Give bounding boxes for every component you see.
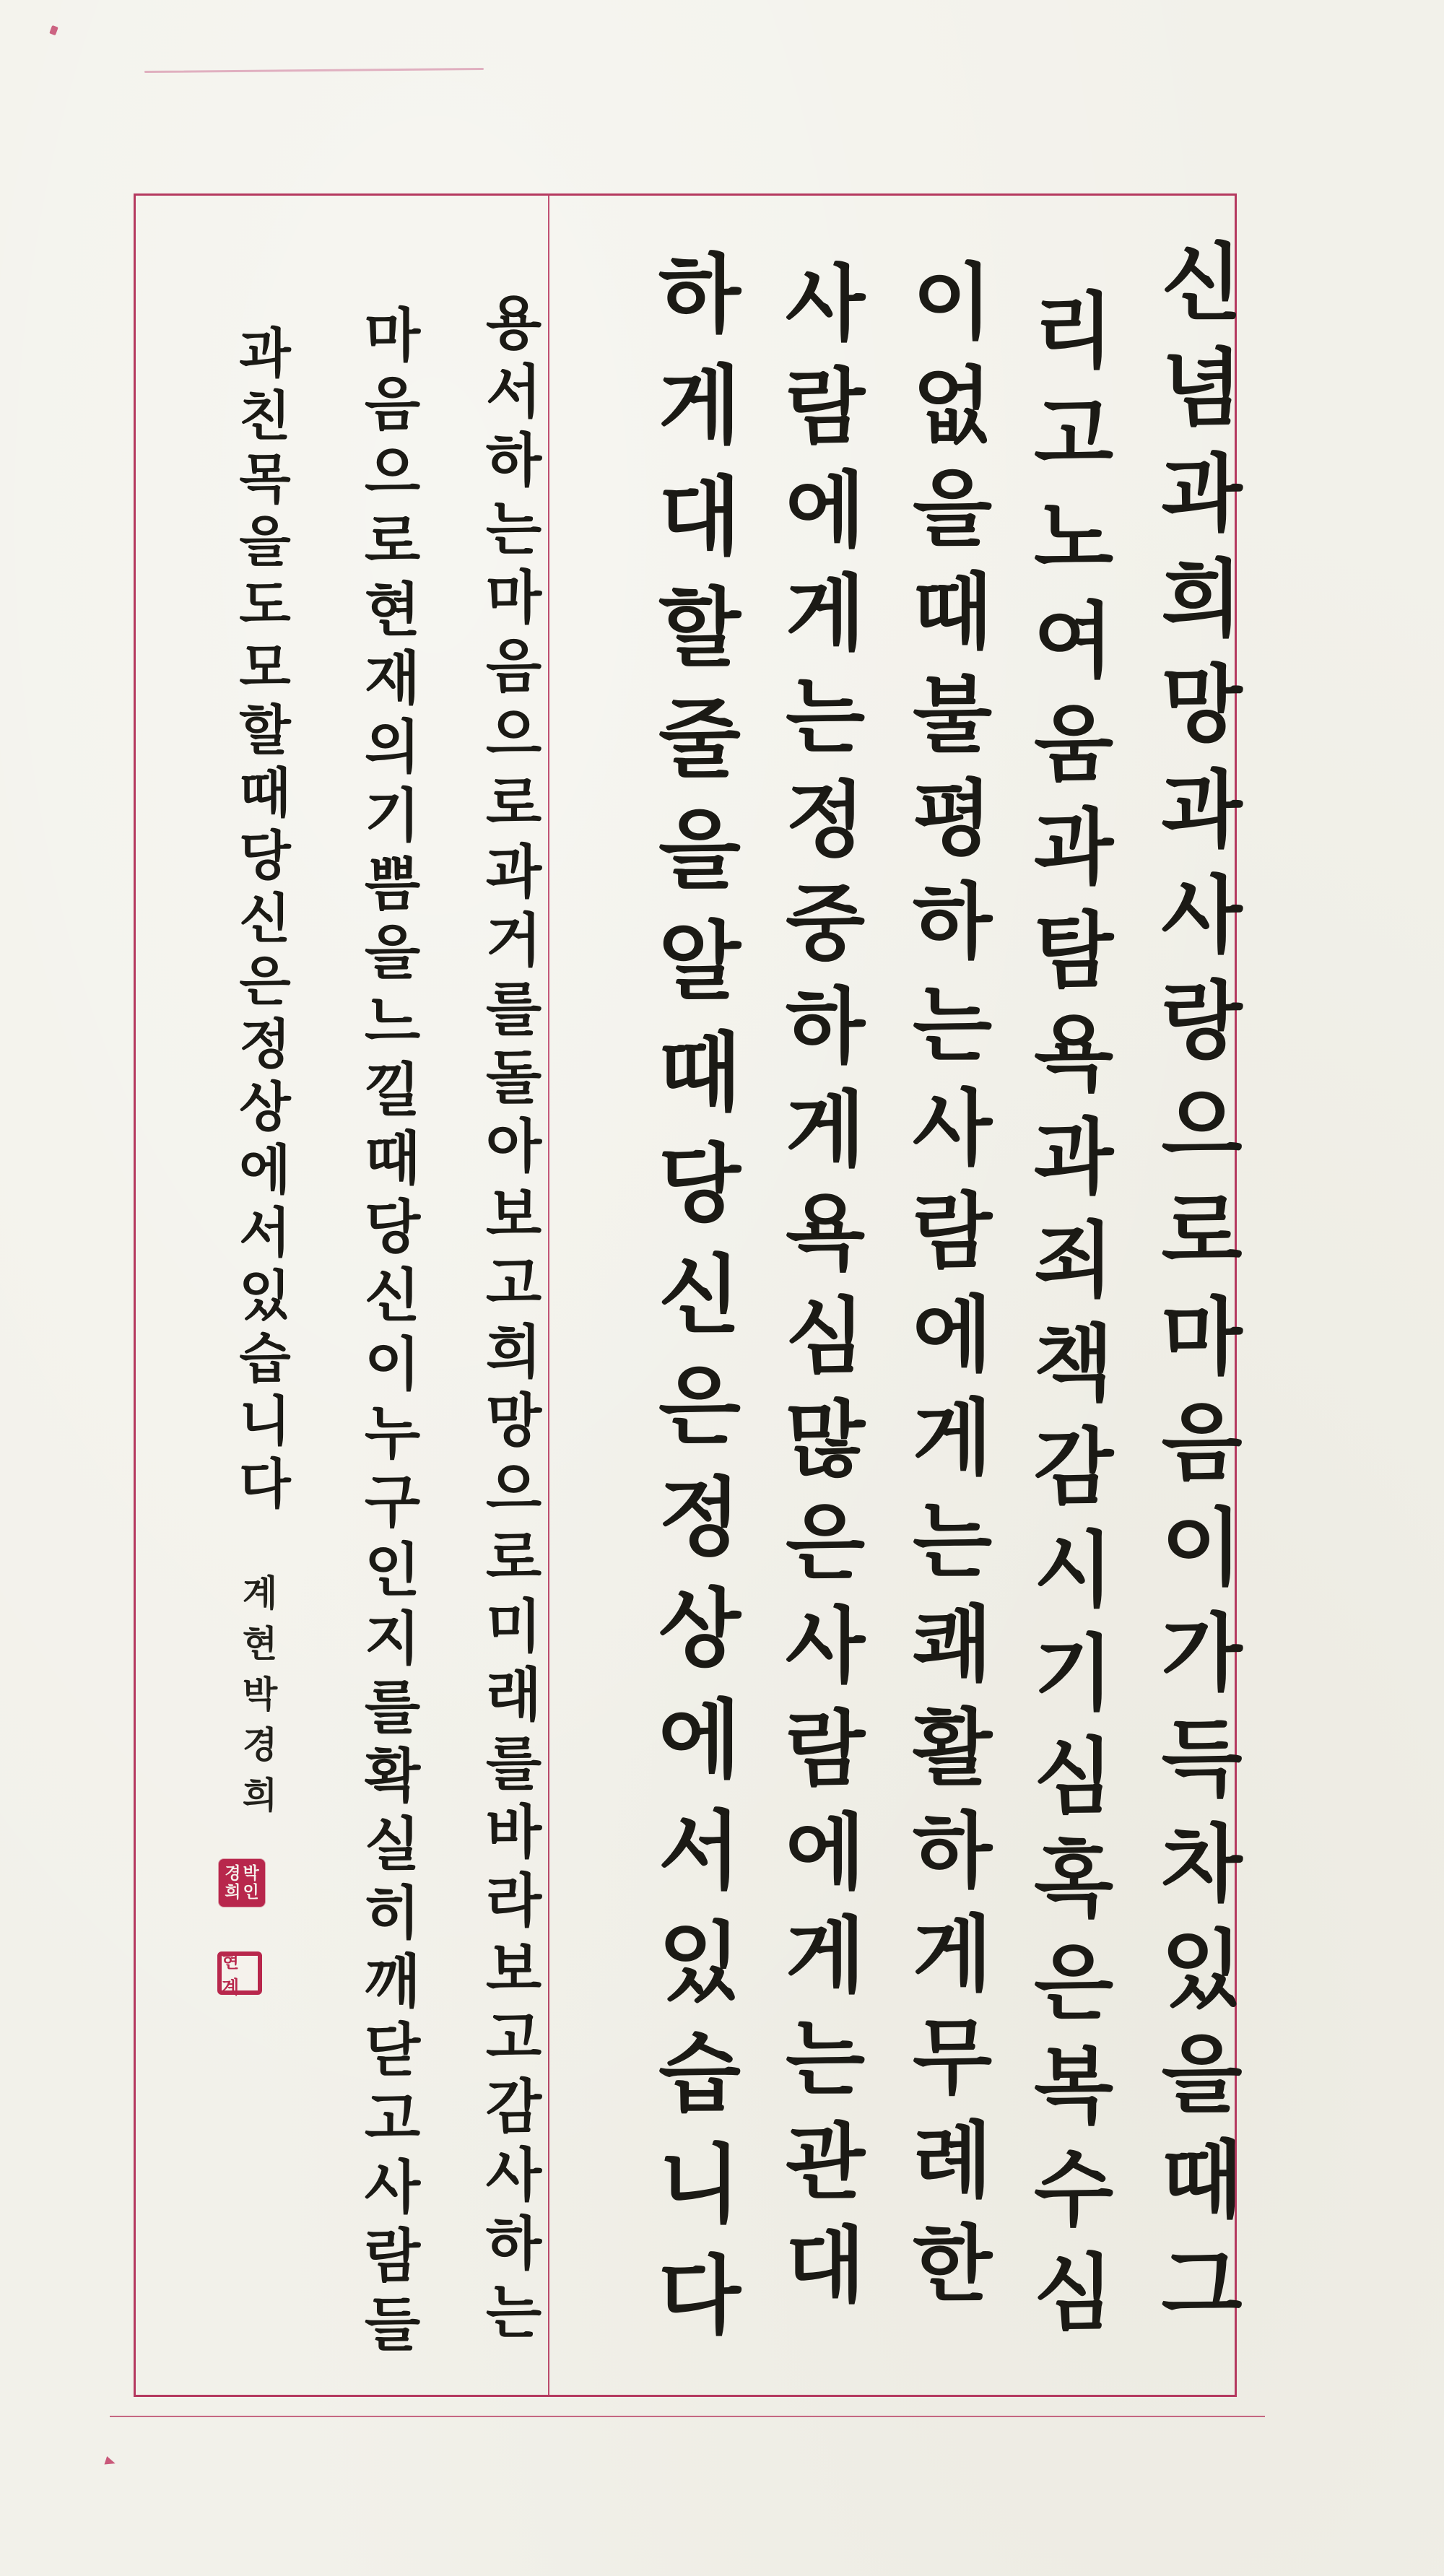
artist-seal-pen-name: 현계 [217, 1951, 262, 1995]
text-column-2: 리고노여움과탐욕과죄책감시기심혹은복수심 [1019, 287, 1115, 2352]
text-column-6: 용서하는마음으로과거를돌아보고희망으로미래를바라보고감사하는 [475, 292, 543, 2350]
scan-streak-top [144, 68, 484, 73]
artist-seal-name [219, 1859, 265, 1907]
red-speck-top-left [49, 25, 58, 35]
signature-column: 계현박경희 [236, 1574, 279, 1827]
seal-row-1: 경박 [225, 1863, 261, 1883]
text-column-4: 사람에게는정중하게욕심많은사람에게는관대 [770, 260, 867, 2325]
text-column-7: 마음으로현재의기쁨을느낄때당신이누구인지를확실히깨닫고사람들 [354, 305, 422, 2362]
seal-row-2: 희인 [225, 1882, 261, 1902]
text-column-3: 이없을때불평하는사람에게는쾌활하게무례한 [897, 258, 994, 2323]
text-column-5: 하게대할줄을알때당신은정상에서있습니다 [643, 249, 743, 2362]
text-column-8: 과친목을도모할때당신은정상에서있습니다 [230, 325, 292, 1518]
text-column-1: 신념과희망과사랑으로마음이가득차있을때그 [1146, 238, 1244, 2346]
bottom-double-rule [110, 2416, 1265, 2417]
red-mark-bottom-left [104, 2456, 116, 2468]
